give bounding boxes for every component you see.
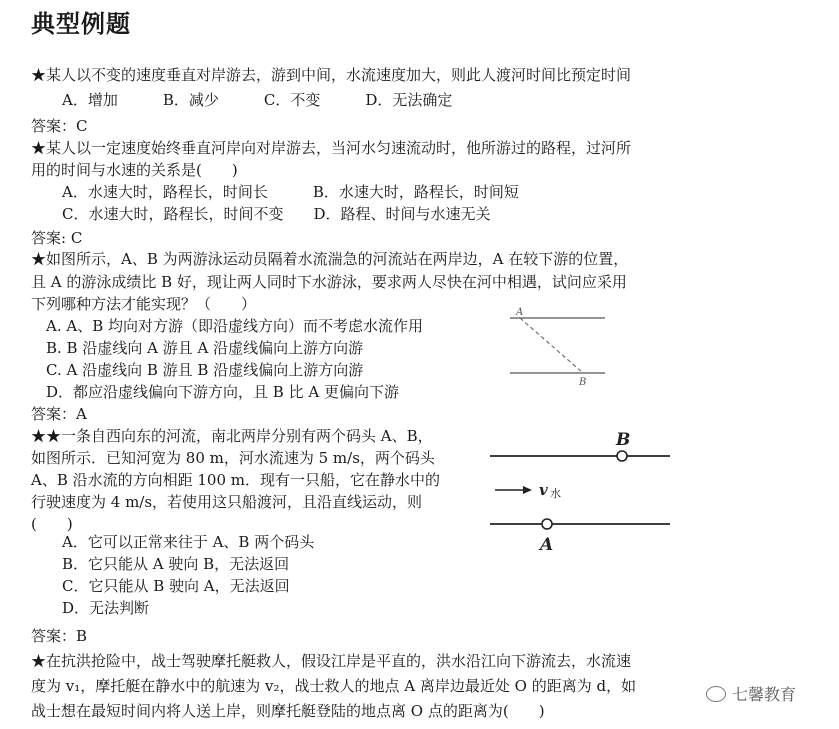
q4-river-figure (488, 425, 673, 555)
q1-stem: ★某人以不变的速度垂直对岸游去，游到中间，水流速度加大，则此人渡河时间比预定时间 (31, 66, 632, 84)
q4-figure-label-a: A (540, 535, 554, 555)
q2-stem-line2: 用的时间与水速的关系是( ) (31, 161, 238, 179)
q4-stem-line4: 行驶速度为 4 m/s，若使用这只船渡河，且沿直线运动，则 (31, 493, 423, 511)
q4-answer: 答案：B (31, 627, 88, 645)
q5-stem-line1: ★在抗洪抢险中，战士驾驶摩托艇救人，假设江岸是平直的，洪水沿江向下游流去，水流速 (31, 652, 632, 670)
q1-answer: 答案：C (31, 117, 88, 135)
q3-figure-label-b: B (579, 377, 587, 388)
q4-option-b: B．它只能从 A 驶向 B，无法返回 (62, 555, 290, 573)
q4-option-d: D．无法判断 (62, 599, 150, 617)
q4-stem-line1: ★★一条自西向东的河流，南北两岸分别有两个码头 A、B， (31, 427, 433, 445)
watermark-text: 七馨教育 (732, 685, 797, 704)
q3-figure-label-a: A (516, 307, 524, 318)
q4-stem-line5: ( ) (31, 515, 73, 533)
q4-stem-line2: 如图所示．已知河宽为 80 m，河水流速为 5 m/s，两个码头 (31, 449, 435, 467)
q4-figure-label-b: B (616, 430, 631, 450)
q3-option-a: A. A、B 均向对方游（即沿虚线方向）而不考虑水流作用 (46, 317, 423, 335)
q5-stem-line3: 战士想在最短时间内将人送上岸，则摩托艇登陆的地点离 O 点的距离为( ) (31, 702, 545, 720)
q3-river-figure (505, 303, 610, 388)
q2-options-cd: C．水速大时，路程长，时间不变 D．路程、时间与水速无关 (62, 205, 491, 223)
q5-stem-line2: 度为 v₁，摩托艇在静水中的航速为 v₂，战士救人的地点 A 离岸边最近处 O 的距离为 d，如 (31, 677, 637, 695)
q3-option-d: D．都应沿虚线偏向下游方向，且 B 比 A 更偏向下游 (46, 383, 399, 401)
q3-option-c: C. A 沿虚线向 B 游且 B 沿虚线偏向上游方向游 (46, 361, 364, 379)
q2-stem-line1: ★某人以一定速度始终垂直河岸向对岸游去，当河水匀速流动时，他所游过的路程，过河所 (31, 139, 632, 157)
q3-answer: 答案：A (31, 405, 87, 423)
q4-option-a: A．它可以正常来往于 A、B 两个码头 (62, 533, 315, 551)
q4-figure-velocity-subscript: 水 (550, 487, 561, 500)
watermark (706, 682, 796, 705)
q3-stem-line3: 下列哪种方法才能实现？（ ） (31, 295, 257, 313)
q1-options: A．增加 B．减少 C．不变 D．无法确定 (62, 91, 453, 109)
q3-option-b: B. B 沿虚线向 A 游且 A 沿虚线偏向上游方向游 (46, 339, 364, 357)
q2-answer: 答案: C (31, 229, 83, 247)
wechat-icon (706, 686, 726, 702)
page-title: 典型例题 (31, 10, 131, 38)
q2-options-ab: A．水速大时，路程长，时间长 B．水速大时，路程长，时间短 (62, 183, 519, 201)
q4-stem-line3: A、B 沿水流的方向相距 100 m．现有一只船，它在静水中的 (31, 471, 441, 489)
q3-stem-line1: ★如图所示，A、B 为两游泳运动员隔着水流湍急的河流站在两岸边，A 在较下游的位置， (31, 250, 629, 268)
q4-figure-velocity-label: v (539, 481, 548, 499)
q3-stem-line2: 且 A 的游泳成绩比 B 好，现让两人同时下水游泳，要求两人尽快在河中相遇，试问应采用 (31, 273, 627, 291)
q4-option-c: C．它只能从 B 驶向 A，无法返回 (62, 577, 290, 595)
